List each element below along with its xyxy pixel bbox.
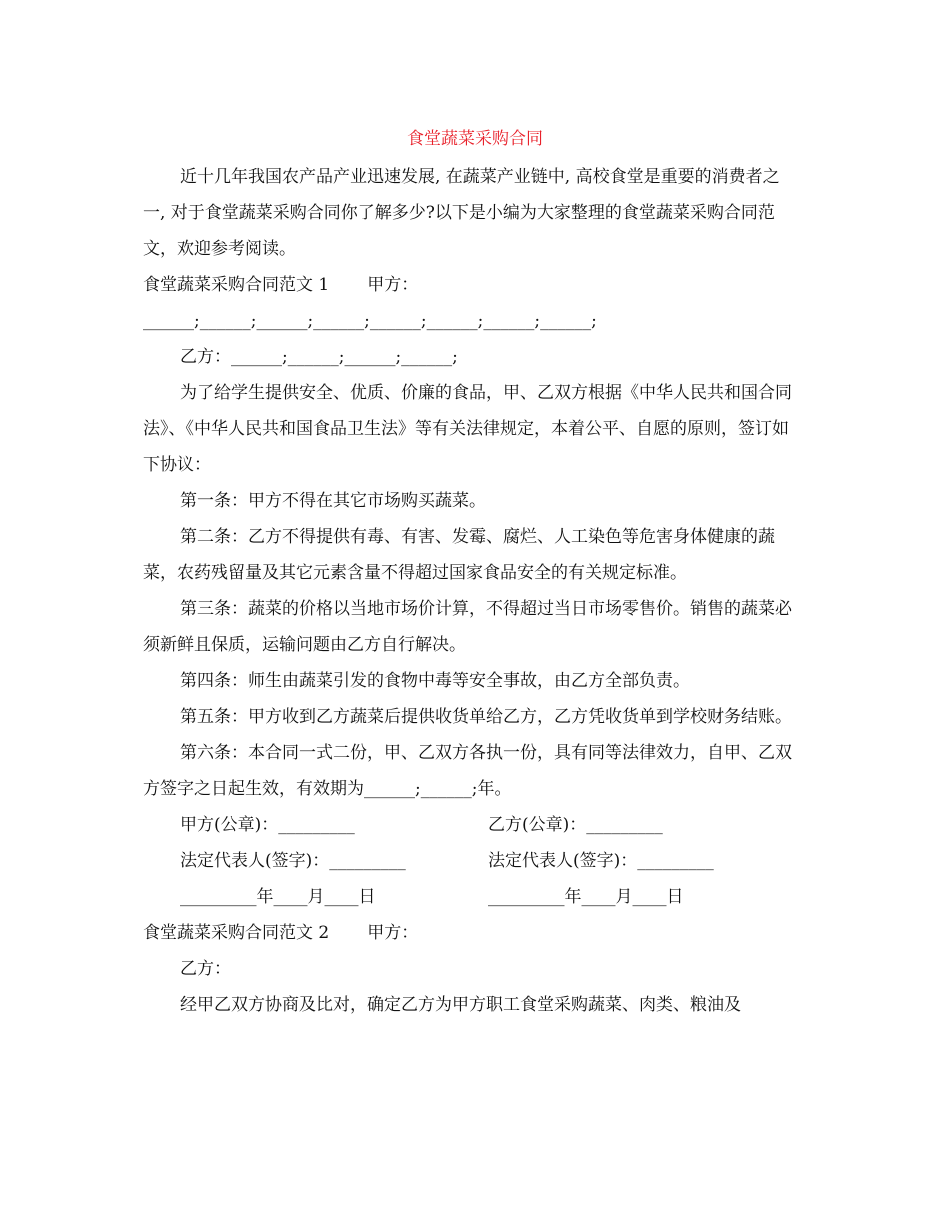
sample1-heading-line xyxy=(143,267,798,303)
signature-row-rep xyxy=(143,843,798,879)
article-3: 第三条：蔬菜的价格以当地市场价计算，不得超过当日市场零售价。销售的蔬菜必须新鲜且保质，运输问题由乙方自行解决。 xyxy=(143,599,792,655)
document-body xyxy=(143,159,798,1023)
article-2: 第二条：乙方不得提供有毒、有害、发霉、腐烂、人工染色等危害身体健康的蔬菜，农药残留量及其它元素含量不得超过国家食品安全的有关规定标准。 xyxy=(143,527,775,583)
sample1-party-b: 乙方：______;______;______;______; xyxy=(180,347,458,367)
signature-row-seal xyxy=(143,807,798,843)
sample1-preamble: 为了给学生提供安全、优质、价廉的食品，甲、乙双方根据《中华人民共和国合同法》、《中华人民共和国食品卫生法》等有关法律规定，本着公平、自愿的原则，签订如下协议： xyxy=(143,383,792,475)
party-a-seal: 甲方(公章)：_________ xyxy=(180,815,355,835)
sample2-party-a-label: 甲方： xyxy=(367,923,419,943)
signature-row-date xyxy=(143,879,798,915)
sample1-party-a-blanks: ______;______;______;______;______;______;______;______; xyxy=(143,311,597,331)
article-6: 第六条：本合同一式二份，甲、乙双方各执一份，具有同等法律效力，自甲、乙双方签字之日起生效，有效期为______;______;年。 xyxy=(143,743,792,799)
article-1: 第一条：甲方不得在其它市场购买蔬菜。 xyxy=(180,491,486,511)
sample2-text: 经甲乙双方协商及比对，确定乙方为甲方职工食堂采购蔬菜、肉类、粮油及 xyxy=(180,995,741,1015)
party-b-seal: 乙方(公章)：_________ xyxy=(488,815,663,835)
party-b-date: _________年____月____日 xyxy=(488,887,684,907)
sample2-heading-line xyxy=(143,915,798,951)
sample2-heading: 食堂蔬菜采购合同范文 2 xyxy=(143,923,330,943)
party-b-representative: 法定代表人(签字)：_________ xyxy=(488,851,714,871)
party-a-representative: 法定代表人(签字)：_________ xyxy=(180,851,406,871)
sample1-heading: 食堂蔬菜采购合同范文 1 xyxy=(143,275,330,295)
article-5: 第五条：甲方收到乙方蔬菜后提供收货单给乙方，乙方凭收货单到学校财务结账。 xyxy=(180,707,792,727)
sample1-party-a-label: 甲方： xyxy=(367,275,419,295)
intro-paragraph: 近十几年我国农产品产业迅速发展, 在蔬菜产业链中, 高校食堂是重要的消费者之一, 对于食堂蔬菜采购合同你了解多少?以下是小编为大家整理的食堂蔬菜采购合同范文，欢迎参考阅读。 xyxy=(143,167,780,259)
article-4: 第四条：师生由蔬菜引发的食物中毒等安全事故，由乙方全部负责。 xyxy=(180,671,690,691)
sample2-party-b: 乙方： xyxy=(180,959,231,979)
document-title: 食堂蔬菜采购合同 xyxy=(407,129,543,149)
party-a-date: _________年____月____日 xyxy=(180,887,376,907)
